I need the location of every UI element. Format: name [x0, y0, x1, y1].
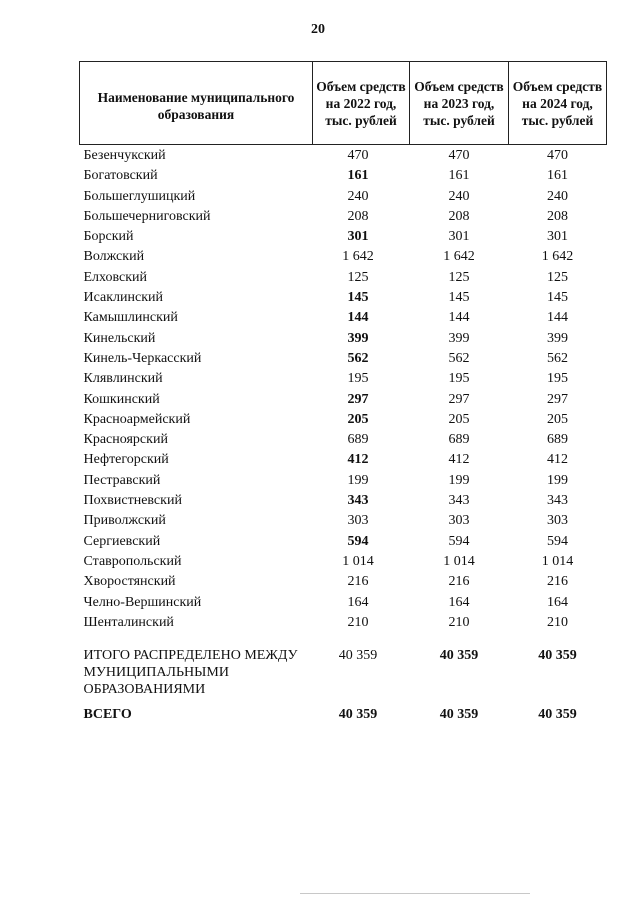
value-2024: 562 [547, 350, 568, 366]
table-row [80, 247, 607, 267]
value-2022: 343 [347, 493, 369, 509]
value-2024: 1 014 [541, 553, 574, 569]
table-row [80, 369, 607, 389]
municipality-name: Челно-Вершинский [83, 594, 202, 610]
municipality-name: Исаклинский [83, 290, 163, 306]
value-2024: 470 [547, 148, 568, 163]
header-2024: Объем средств на 2024 год, тыс. рублей [509, 62, 607, 145]
value-2022: 412 [347, 452, 369, 468]
municipality-name: Кинельский [83, 330, 156, 346]
value-2023: 1 014 [443, 553, 475, 569]
table-row [80, 532, 607, 552]
municipality-name: Похвистневский [83, 493, 182, 509]
table-row [80, 593, 607, 613]
value-2023: 301 [448, 229, 470, 245]
value-2023: 161 [448, 168, 470, 184]
table-row [80, 450, 607, 470]
header-2023: Объем средств на 2023 год, тыс. рублей [410, 62, 509, 145]
value-2023: 208 [448, 208, 470, 224]
value-2024: 240 [547, 188, 568, 204]
value-2022: 145 [347, 290, 369, 306]
table-row [80, 410, 607, 430]
table-row [80, 491, 607, 511]
total-2022: 40 359 [338, 707, 378, 723]
table-row [80, 552, 607, 572]
value-2022: 144 [347, 310, 369, 326]
scan-artifact-line [300, 893, 530, 894]
value-2022: 205 [347, 411, 369, 427]
table-row [80, 145, 607, 167]
value-2023: 216 [448, 574, 470, 590]
value-2022: 1 014 [342, 553, 374, 569]
municipality-name: Хворостянский [83, 574, 176, 590]
value-2022: 562 [347, 350, 369, 366]
table-header-row [80, 62, 607, 145]
value-2024: 301 [547, 229, 568, 245]
table-row [80, 511, 607, 531]
itogo-row [80, 647, 607, 705]
value-2022: 689 [347, 432, 369, 448]
table-row [80, 613, 607, 633]
table-row [80, 349, 607, 369]
value-2023: 303 [448, 513, 470, 529]
table-row [80, 227, 607, 247]
itogo-2023: 40 359 [439, 648, 479, 664]
table-row [80, 288, 607, 308]
value-2024: 161 [547, 168, 568, 184]
municipality-name: Камышлинский [83, 310, 178, 326]
value-2023: 343 [448, 493, 470, 509]
total-2023: 40 359 [439, 707, 479, 723]
municipality-name: Богатовский [83, 168, 158, 184]
municipality-name: Нефтегорский [83, 452, 169, 468]
allocation-table [79, 61, 607, 727]
value-2024: 199 [547, 472, 568, 488]
value-2023: 297 [448, 391, 470, 407]
value-2022: 164 [347, 594, 369, 610]
municipality-name: Клявлинский [83, 371, 163, 387]
value-2024: 125 [547, 269, 568, 285]
value-2024: 144 [547, 310, 568, 326]
municipality-name: Приволжский [83, 513, 166, 529]
municipality-name: Красноармейский [83, 411, 191, 427]
value-2023: 199 [448, 472, 470, 488]
value-2023: 594 [448, 533, 470, 549]
municipality-name: Кошкинский [83, 391, 160, 407]
value-2023: 125 [448, 269, 470, 285]
municipality-name: Ставропольский [83, 553, 182, 569]
table-row [80, 329, 607, 349]
value-2023: 164 [448, 594, 470, 610]
value-2023: 145 [448, 290, 470, 306]
value-2022: 301 [347, 229, 369, 245]
municipality-name: Волжский [83, 249, 145, 265]
value-2023: 689 [448, 432, 470, 448]
itogo-2024: 40 359 [538, 648, 577, 664]
value-2022: 125 [347, 269, 369, 285]
value-2022: 216 [347, 574, 369, 590]
value-2024: 297 [547, 391, 568, 407]
municipality-name: Красноярский [83, 432, 168, 448]
value-2024: 594 [547, 533, 568, 549]
value-2024: 343 [547, 493, 568, 509]
table-row [80, 308, 607, 328]
header-municipality: Наименование муниципального образования [80, 62, 313, 145]
value-2023: 195 [448, 371, 470, 387]
value-2023: 240 [448, 188, 470, 204]
value-2022: 210 [347, 614, 369, 630]
value-2022: 1 642 [342, 249, 374, 265]
value-2024: 208 [547, 208, 568, 224]
municipality-name: Сергиевский [83, 533, 161, 549]
table-row [80, 390, 607, 410]
value-2022: 208 [347, 208, 369, 224]
value-2022: 470 [347, 148, 369, 163]
value-2022: 594 [347, 533, 369, 549]
value-2022: 161 [347, 168, 369, 184]
table-row [80, 471, 607, 491]
value-2024: 303 [547, 513, 568, 529]
value-2023: 562 [448, 350, 470, 366]
total-label: ВСЕГО [83, 707, 132, 723]
value-2024: 205 [547, 411, 568, 427]
value-2022: 240 [347, 188, 369, 204]
itogo-2022: 40 359 [338, 648, 378, 664]
municipality-name: Шенталинский [83, 614, 174, 630]
value-2024: 210 [547, 614, 568, 630]
spacer-row [80, 633, 607, 647]
value-2023: 470 [448, 148, 470, 163]
value-2023: 1 642 [443, 249, 475, 265]
value-2023: 210 [448, 614, 470, 630]
value-2024: 145 [547, 290, 568, 306]
value-2024: 399 [547, 330, 568, 346]
municipality-name: Большечерниговский [83, 208, 211, 224]
value-2022: 199 [347, 472, 369, 488]
table-row [80, 572, 607, 592]
total-row [80, 705, 607, 727]
municipality-name: Елховский [83, 269, 148, 285]
value-2023: 412 [448, 452, 470, 468]
municipality-name: Кинель-Черкасский [83, 350, 202, 366]
value-2024: 164 [547, 594, 568, 610]
value-2022: 303 [347, 513, 369, 529]
table-row [80, 207, 607, 227]
value-2022: 195 [347, 371, 369, 387]
value-2024: 412 [547, 452, 568, 468]
table-body [80, 145, 607, 634]
table-row [80, 268, 607, 288]
value-2023: 205 [448, 411, 470, 427]
table-row [80, 166, 607, 186]
value-2023: 144 [448, 310, 470, 326]
header-2022: Объем средств на 2022 год, тыс. рублей [313, 62, 410, 145]
municipality-name: Борский [83, 229, 134, 245]
table-summary [80, 633, 607, 727]
value-2023: 399 [448, 330, 470, 346]
value-2022: 297 [347, 391, 369, 407]
value-2024: 195 [547, 371, 568, 387]
total-2024: 40 359 [538, 707, 577, 723]
page-number: 20 [311, 22, 325, 37]
municipality-name: Безенчукский [83, 148, 166, 163]
municipality-name: Большеглушицкий [83, 188, 196, 204]
value-2024: 689 [547, 432, 568, 448]
table-row [80, 187, 607, 207]
table-row [80, 430, 607, 450]
value-2024: 216 [547, 574, 568, 590]
value-2022: 399 [347, 330, 369, 346]
value-2024: 1 642 [541, 249, 574, 265]
itogo-label: ИТОГО РАСПРЕДЕЛЕНО МЕЖДУ МУНИЦИПАЛЬНЫМИ ОБРАЗОВАНИЯМИ [83, 648, 298, 698]
municipality-name: Пестравский [83, 472, 161, 488]
